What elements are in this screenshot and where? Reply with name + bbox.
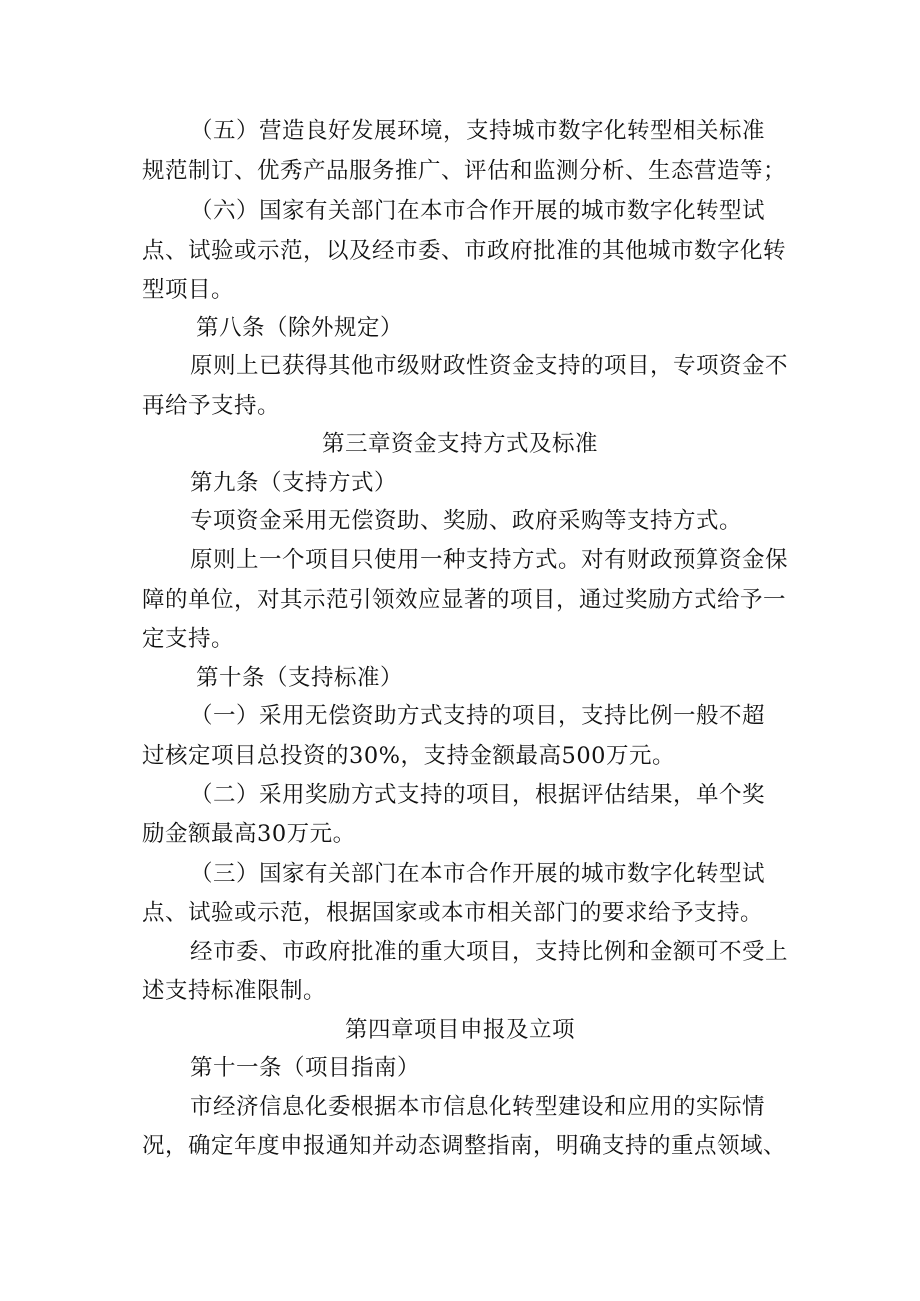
paragraph-line: （三）国家有关部门在本市合作开展的城市数字化转型试: [190, 861, 766, 887]
paragraph-line: 障的单位，对其示范引领效应显著的项目，通过奖励方式给予一: [142, 587, 787, 613]
paragraph-line: 型项目。: [142, 277, 235, 303]
paragraph-line: 况，确定年度申报通知并动态调整指南，明确支持的重点领域、: [142, 1133, 787, 1159]
paragraph-line: （六）国家有关部门在本市合作开展的城市数字化转型试: [190, 198, 766, 224]
paragraph-line: 专项资金采用无偿资助、奖励、政府采购等支持方式。: [190, 508, 743, 534]
article-heading: 第八条（除外规定）: [196, 315, 404, 341]
paragraph-line: 规范制订、优秀产品服务推广、评估和监测分析、生态营造等；: [142, 158, 787, 184]
paragraph-line: 经市委、市政府批准的重大项目，支持比例和金额可不受上: [190, 939, 789, 965]
paragraph-line: 定支持。: [142, 626, 235, 652]
paragraph-line: （一）采用无偿资助方式支持的项目，支持比例一般不超: [190, 703, 766, 729]
chapter-heading: 第三章资金支持方式及标准: [321, 431, 598, 457]
paragraph-line: 励金额最高30万元。: [142, 821, 356, 847]
article-heading: 第十条（支持标准）: [196, 665, 404, 691]
paragraph-line: 市经济信息化委根据本市信息化转型建设和应用的实际情: [190, 1094, 766, 1120]
paragraph-line: 再给予支持。: [142, 393, 281, 419]
paragraph-line: 点、试验或示范，根据国家或本市相关部门的要求给予支持。: [142, 900, 764, 926]
paragraph-line: （二）采用奖励方式支持的项目，根据评估结果，单个奖: [190, 782, 766, 808]
article-heading: 第十一条（项目指南）: [190, 1055, 421, 1081]
paragraph-line: 原则上一个项目只使用一种支持方式。对有财政预算资金保: [190, 547, 789, 573]
chapter-heading: 第四章项目申报及立项: [344, 1017, 575, 1043]
paragraph-line: 述支持标准限制。: [142, 978, 327, 1004]
article-heading: 第九条（支持方式）: [190, 470, 398, 496]
paragraph-line: 点、试验或示范，以及经市委、市政府批准的其他城市数字化转: [142, 238, 787, 264]
paragraph-line: 原则上已获得其他市级财政性资金支持的项目，专项资金不: [190, 353, 789, 379]
paragraph-line: 过核定项目总投资的30%，支持金额最高500万元。: [142, 743, 675, 769]
paragraph-line: （五）营造良好发展环境，支持城市数字化转型相关标准: [190, 118, 766, 144]
